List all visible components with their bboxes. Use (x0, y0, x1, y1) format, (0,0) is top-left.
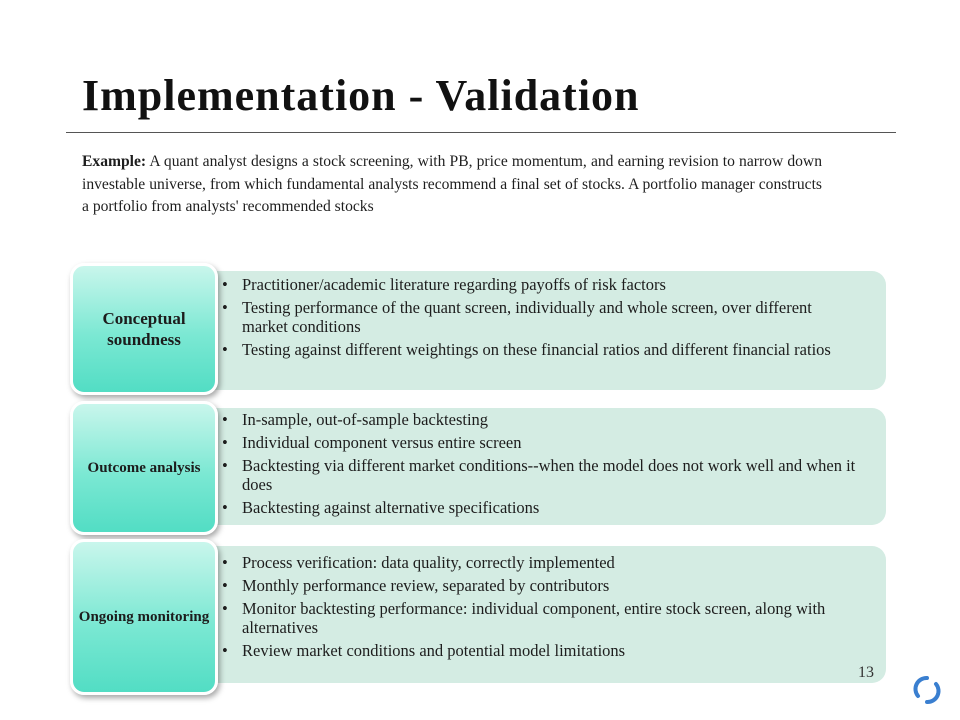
section-label-outcome: Outcome analysis (70, 401, 218, 535)
example-text: A quant analyst designs a stock screening, with PB, price momentum, and earning revision to narrow down investable universe, from which fundamental analysts recommend a final set of stocks. A portfolio manager constructs a portfolio from analysts' recommended stocks (82, 153, 822, 215)
brand-logo-icon (913, 675, 941, 705)
bullet-list-monitoring (218, 553, 858, 664)
bullet-list-conceptual (218, 275, 858, 363)
list-item: • Process verification: data quality, correctly implemented (218, 553, 858, 572)
bullet-list-outcome (218, 410, 858, 521)
list-item: • Monthly performance review, separated by contributors (218, 576, 858, 595)
list-item: • Practitioner/academic literature regarding payoffs of risk factors (218, 275, 858, 294)
list-item: • Monitor backtesting performance: individual component, entire stock screen, along with alternatives (218, 599, 858, 637)
list-item: • Backtesting against alternative specifications (218, 498, 858, 517)
slide-title: Implementation - Validation (82, 71, 640, 120)
section-label-conceptual: Conceptual soundness (70, 263, 218, 395)
example-paragraph (82, 151, 822, 219)
example-label: Example: (82, 153, 147, 170)
list-item: • Review market conditions and potential model limitations (218, 641, 858, 660)
list-item: • Testing performance of the quant screen, individually and whole screen, over different market conditions (218, 298, 858, 336)
section-label-monitoring: Ongoing monitoring (70, 539, 218, 695)
title-divider (66, 132, 896, 133)
list-item: • Testing against different weightings on these financial ratios and different financial ratios (218, 340, 858, 359)
list-item: • Backtesting via different market conditions--when the model does not work well and when it does (218, 456, 858, 494)
page-number: 13 (858, 664, 874, 681)
list-item: • Individual component versus entire screen (218, 433, 858, 452)
list-item: • In-sample, out-of-sample backtesting (218, 410, 858, 429)
